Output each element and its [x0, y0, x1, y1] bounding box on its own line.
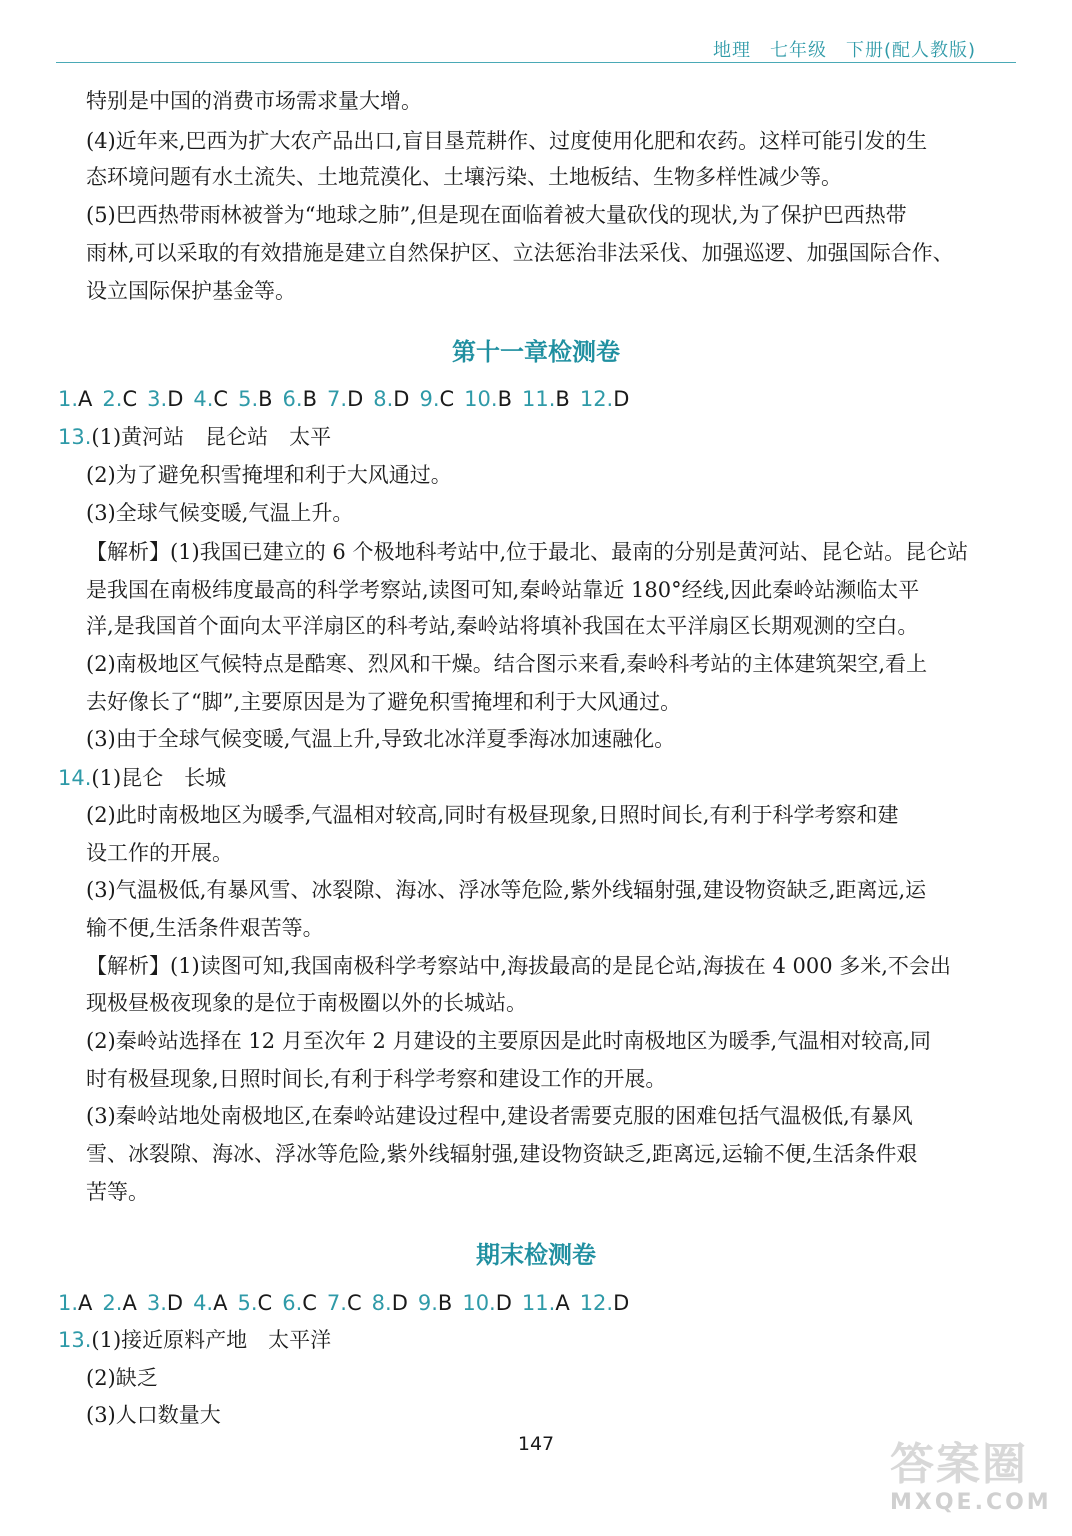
mcq-item [373, 384, 409, 414]
mcq-number: 6. [282, 387, 303, 411]
mcq-number: 2. [102, 1291, 123, 1315]
text-line: 苦等。 [86, 1180, 149, 1204]
text-line: 【解析】(1)读图可知,我国南极科学考察站中,海拔最高的是昆仑站,海拔在 4 000 多米,不会出 [86, 954, 951, 978]
mcq-number: 3. [147, 387, 168, 411]
mcq-item [238, 384, 272, 414]
text-line: (3)秦岭站地处南极地区,在秦岭站建设过程中,建设者需要克服的困难包括气温极低,有暴风 [86, 1104, 913, 1128]
question-13 [58, 422, 331, 452]
mcq-number: 12. [579, 1291, 614, 1315]
text-line: 雪、冰裂隙、海冰、浮冰等危险,紫外线辐射强,建设物资缺乏,距离远,运输不便,生活条件艰 [86, 1142, 918, 1166]
text-line: (1)接近原料产地 太平洋 [91, 1328, 332, 1352]
mcq-answer: D [391, 1291, 408, 1315]
mcq-number: 12. [579, 387, 614, 411]
text-line: (2)南极地区气候特点是酷寒、烈风和干燥。结合图示来看,秦岭科考站的主体建筑架空,看上 [86, 652, 928, 676]
mcq-answer: A [78, 1291, 93, 1315]
mcq-answer: B [555, 387, 570, 411]
mcq-item [327, 1288, 362, 1318]
mcq-answer: C [257, 1291, 273, 1315]
mcq-answer: C [439, 387, 455, 411]
mcq-answer: C [346, 1291, 362, 1315]
mcq-number: 5. [237, 1291, 258, 1315]
mcq-answer: A [213, 1291, 228, 1315]
mcq-item [282, 1288, 317, 1318]
mcq-item [58, 1288, 92, 1318]
text-line: 设立国际保护基金等。 [86, 279, 296, 303]
mcq-number: 11. [522, 387, 556, 411]
mcq-item [372, 1288, 408, 1318]
question-number: 13. [58, 1328, 92, 1352]
mcq-answer: D [167, 387, 184, 411]
text-line: 去好像长了“脚”,主要原因是为了避免积雪掩埋和利于大风通过。 [86, 690, 682, 714]
mcq-number: 1. [58, 1291, 79, 1315]
mcq-answers [58, 1288, 639, 1318]
mcq-number: 8. [373, 387, 394, 411]
mcq-number: 10. [462, 1291, 496, 1315]
text-line: (3)气温极低,有暴风雪、冰裂隙、海冰、浮冰等危险,紫外线辐射强,建设物资缺乏,距离远,运 [86, 878, 927, 902]
question-number: 14. [58, 766, 92, 790]
text-line: (1)昆仑 长城 [91, 766, 227, 790]
mcq-number: 7. [327, 387, 348, 411]
section-title: 第十一章检测卷 [452, 337, 620, 366]
text-line: 洋,是我国首个面向太平洋扇区的科考站,秦岭站将填补我国在太平洋扇区长期观测的空白。 [86, 614, 919, 638]
watermark-logo [890, 1440, 1050, 1530]
mcq-number: 10. [464, 387, 498, 411]
mcq-number: 4. [193, 1291, 214, 1315]
text-line: (3)由于全球气候变暖,气温上升,导致北冰洋夏季海冰加速融化。 [86, 727, 676, 751]
mcq-answer: B [497, 387, 512, 411]
question-13 [58, 1325, 331, 1355]
text-line: 是我国在南极纬度最高的科学考察站,读图可知,秦岭站靠近 180°经线,因此秦岭站濒临太平 [86, 578, 920, 602]
mcq-answer: A [122, 1291, 137, 1315]
question-number: 13. [58, 425, 92, 449]
text-line: 态环境问题有水土流失、土地荒漠化、土壤污染、土地板结、生物多样性减少等。 [86, 165, 842, 189]
mcq-item [580, 1288, 630, 1318]
mcq-item [193, 384, 228, 414]
mcq-number: 5. [238, 387, 259, 411]
mcq-answer: D [347, 387, 364, 411]
mcq-item [464, 384, 512, 414]
mcq-item [237, 1288, 272, 1318]
page-number: 147 [517, 1433, 555, 1455]
section-title: 期末检测卷 [476, 1240, 596, 1269]
mcq-answer: B [258, 387, 273, 411]
mcq-answer: D [613, 387, 630, 411]
text-line: 输不便,生活条件艰苦等。 [86, 916, 324, 940]
mcq-number: 3. [146, 1291, 167, 1315]
text-line: (5)巴西热带雨林被誉为“地球之肺”,但是现在面临着被大量砍伐的现状,为了保护巴西热带 [86, 203, 907, 227]
text-line: (3)人口数量大 [86, 1403, 221, 1427]
text-line: (4)近年来,巴西为扩大农产品出口,盲目垦荒耕作、过度使用化肥和农药。这样可能引发的生 [86, 129, 928, 153]
mcq-item [58, 384, 92, 414]
mcq-answer: D [166, 1291, 184, 1315]
mcq-item [580, 384, 630, 414]
mcq-number: 4. [193, 387, 214, 411]
mcq-answer: C [302, 1291, 317, 1315]
mcq-item [102, 384, 137, 414]
mcq-answer: B [302, 387, 318, 411]
mcq-number: 6. [282, 1291, 303, 1315]
mcq-number: 2. [102, 387, 123, 411]
text-line: 雨林,可以采取的有效措施是建立自然保护区、立法惩治非法采伐、加强巡逻、加强国际合作、 [86, 241, 954, 265]
text-line: (2)缺乏 [86, 1366, 158, 1390]
page-header: 地理 七年级 下册(配人教版) [712, 40, 976, 61]
mcq-answer: A [555, 1291, 570, 1315]
mcq-item [147, 384, 183, 414]
text-line: (1)黄河站 昆仑站 太平 [91, 425, 332, 449]
mcq-answer: D [495, 1291, 512, 1315]
mcq-item [419, 384, 454, 414]
mcq-number: 7. [326, 1291, 347, 1315]
text-line: 设工作的开展。 [86, 841, 233, 865]
text-line: 特别是中国的消费市场需求量大增。 [86, 89, 422, 113]
text-line: (3)全球气候变暖,气温上升。 [86, 501, 354, 525]
mcq-answer: B [437, 1291, 453, 1315]
mcq-item [418, 1288, 452, 1318]
text-line: (2)此时南极地区为暖季,气温相对较高,同时有极昼现象,日照时间长,有利于科学考察和建 [86, 803, 899, 827]
mcq-item [522, 384, 570, 414]
mcq-answer: C [213, 387, 229, 411]
mcq-item [193, 1288, 227, 1318]
mcq-item [283, 384, 317, 414]
mcq-answer: C [122, 387, 138, 411]
mcq-answers [58, 384, 639, 414]
mcq-number: 1. [58, 387, 79, 411]
mcq-item [327, 384, 363, 414]
mcq-item [102, 1288, 136, 1318]
text-line: (2)为了避免积雪掩埋和利于大风通过。 [86, 463, 452, 487]
header-divider [56, 62, 1016, 63]
text-line: (2)秦岭站选择在 12 月至次年 2 月建设的主要原因是此时南极地区为暖季,气温相对较高,同 [86, 1029, 931, 1053]
mcq-number: 9. [419, 387, 440, 411]
question-14 [58, 763, 226, 793]
mcq-number: 9. [417, 1291, 438, 1315]
mcq-answer: D [613, 1291, 630, 1315]
mcq-item [462, 1288, 512, 1318]
watermark-title: 答案圈 [890, 1439, 1028, 1490]
text-line: 现极昼极夜现象的是位于南极圈以外的长城站。 [86, 991, 527, 1015]
mcq-item [147, 1288, 183, 1318]
text-line: 时有极昼现象,日照时间长,有利于科学考察和建设工作的开展。 [86, 1067, 667, 1091]
watermark-url: MXQE.COM [890, 1490, 1052, 1515]
mcq-answer: A [78, 387, 93, 411]
mcq-number: 8. [371, 1291, 392, 1315]
text-line: 【解析】(1)我国已建立的 6 个极地科考站中,位于最北、最南的分别是黄河站、昆仑站。昆仑站 [86, 540, 969, 564]
mcq-number: 11. [521, 1291, 556, 1315]
mcq-answer: D [393, 387, 410, 411]
mcq-item [522, 1288, 570, 1318]
